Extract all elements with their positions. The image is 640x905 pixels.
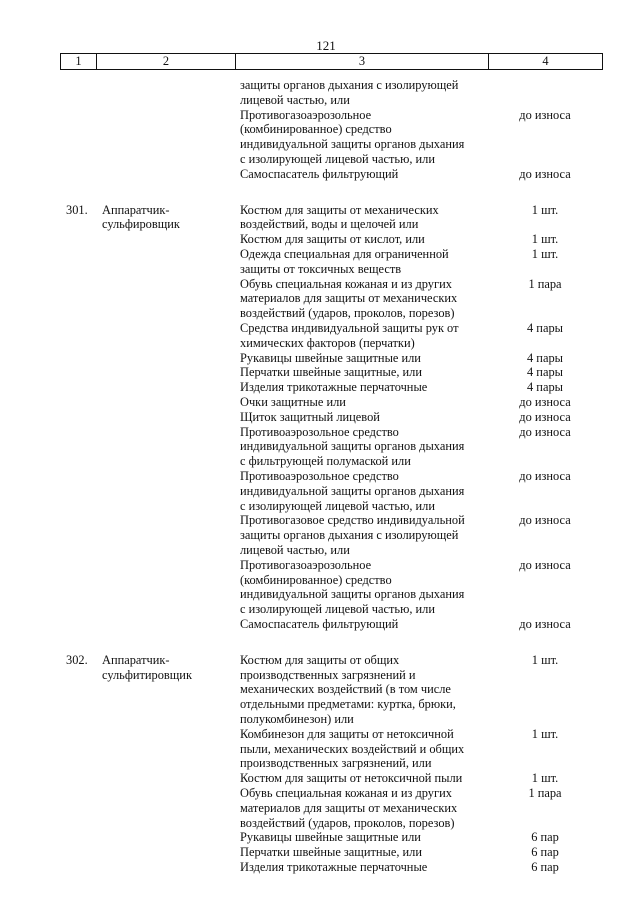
ppe-item-line: Одежда специальная для ограниченной — [240, 247, 449, 261]
ppe-item-quantity: 1 шт. — [531, 652, 559, 667]
ppe-item-line: Обувь специальная кожаная и из других — [240, 276, 452, 291]
continued-item-line: (комбинированное) средство — [240, 122, 392, 137]
ppe-item-quantity: 1 шт. — [531, 771, 559, 786]
ppe-item-quantity: 4 пары — [527, 350, 563, 365]
entry-number: 302. — [66, 652, 88, 667]
continued-item-line: защиты органов дыхания с изолирующей — [240, 78, 459, 92]
ppe-item-line: индивидуальной защиты органов дыхания — [240, 483, 465, 498]
ppe-item-quantity: 4 пары — [527, 321, 563, 335]
entry-number: 301. — [66, 202, 88, 217]
ppe-item-quantity: до износа — [519, 424, 571, 439]
ppe-item-line: пыли, механических воздействий и общих — [240, 741, 465, 756]
ppe-item-line: индивидуальной защиты органов дыхания — [240, 439, 465, 454]
ppe-item-line: Перчатки швейные защитные, или — [240, 365, 422, 380]
ppe-item-line: Противоаэрозольное средство — [240, 469, 399, 483]
continued-item-quantity: до износа — [519, 107, 571, 122]
ppe-item-line: Очки защитные или — [240, 395, 346, 409]
ppe-item-line: Рукавицы швейные защитные или — [240, 830, 421, 845]
continued-item-line: индивидуальной защиты органов дыхания — [240, 137, 465, 152]
ppe-item-line: (комбинированное) средство — [240, 572, 392, 587]
column-header-4 — [488, 53, 603, 70]
ppe-item-quantity: 4 пары — [527, 365, 563, 380]
ppe-item-line: Изделия трикотажные перчаточные — [240, 860, 428, 874]
column-header-4-label: 4 — [542, 54, 549, 68]
ppe-item-line: Противогазоаэрозольное — [240, 557, 372, 572]
ppe-item-line: Средства индивидуальной защиты рук от — [240, 321, 459, 335]
ppe-item-line: лицевой частью, или — [240, 543, 350, 557]
ppe-item-line: Костюм для защиты от кислот, или — [240, 232, 425, 247]
column-header-3 — [235, 53, 489, 70]
continued-item-line: Самоспасатель фильтрующий — [240, 166, 399, 181]
profession-name: Аппаратчик- — [102, 202, 170, 217]
ppe-item-quantity: 1 шт. — [531, 232, 559, 247]
ppe-item-line: производственных загрязнений, или — [240, 756, 432, 771]
profession-name: сульфировщик — [102, 217, 180, 232]
ppe-item-line: химических факторов (перчатки) — [240, 335, 415, 350]
ppe-item-line: Щиток защитный лицевой — [240, 409, 380, 424]
continued-item-line: Противогазоаэрозольное — [240, 107, 372, 122]
ppe-item-line: Костюм для защиты от механических — [240, 202, 439, 217]
column-header-3-label: 3 — [358, 54, 366, 68]
ppe-item-line: производственных загрязнений и — [240, 667, 416, 682]
ppe-item-line: Костюм для защиты от нетоксичной пыли — [240, 771, 463, 786]
ppe-item-quantity: 1 пара — [528, 276, 562, 291]
page-number: 121 — [316, 38, 336, 53]
ppe-item-quantity: 1 шт. — [531, 247, 559, 261]
ppe-item-quantity: 4 пары — [527, 380, 563, 395]
ppe-item-quantity: 6 пар — [531, 845, 559, 860]
ppe-item-line: защиты органов дыхания с изолирующей — [240, 528, 459, 543]
ppe-item-line: воздействий (ударов, проколов, порезов) — [240, 306, 455, 321]
ppe-item-line: Комбинезон для защиты от нетоксичной — [240, 726, 454, 741]
column-header-1-label: 1 — [75, 54, 82, 68]
ppe-item-line: защиты от токсичных веществ — [240, 261, 402, 276]
ppe-item-quantity: 6 пар — [531, 860, 559, 874]
ppe-item-line: Противогазовое средство индивидуальной — [240, 513, 465, 528]
ppe-item-line: Перчатки швейные защитные, или — [240, 845, 422, 860]
ppe-item-line: Самоспасатель фильтрующий — [240, 617, 399, 631]
column-header-2 — [96, 53, 236, 70]
ppe-item-quantity: до износа — [519, 513, 571, 528]
ppe-item-line: Костюм для защиты от общих — [240, 652, 400, 667]
ppe-item-line: с фильтрующей полумаской или — [240, 454, 411, 469]
ppe-item-quantity: 1 шт. — [531, 726, 559, 741]
ppe-item-line: индивидуальной защиты органов дыхания — [240, 587, 465, 602]
ppe-item-quantity: до износа — [519, 469, 571, 483]
column-header-1 — [60, 53, 97, 70]
ppe-item-quantity: до износа — [519, 617, 571, 631]
ppe-item-line: Рукавицы швейные защитные или — [240, 350, 421, 365]
continued-item-line: с изолирующей лицевой частью, или — [240, 152, 435, 166]
ppe-item-line: Изделия трикотажные перчаточные — [240, 380, 428, 395]
ppe-item-quantity: 1 пара — [528, 786, 562, 800]
continued-item-quantity: до износа — [519, 166, 571, 181]
ppe-item-line: с изолирующей лицевой частью, или — [240, 498, 435, 513]
column-header-2-label: 2 — [162, 54, 170, 68]
ppe-item-line: отдельными предметами: куртка, брюки, — [240, 697, 456, 712]
ppe-item-quantity: 6 пар — [531, 830, 559, 845]
ppe-item-line: воздействий (ударов, проколов, порезов) — [240, 815, 455, 830]
profession-name: сульфитировщик — [102, 667, 192, 682]
ppe-item-line: механических воздействий (в том числе — [240, 682, 451, 697]
ppe-item-quantity: до износа — [519, 395, 571, 409]
ppe-item-line: Противоаэрозольное средство — [240, 424, 399, 439]
ppe-item-line: воздействий, воды и щелочей или — [240, 217, 419, 232]
ppe-item-line: материалов для защиты от механических — [240, 291, 458, 306]
ppe-item-line: материалов для защиты от механических — [240, 800, 458, 815]
ppe-item-line: Обувь специальная кожаная и из других — [240, 786, 452, 800]
profession-name: Аппаратчик- — [102, 652, 170, 667]
ppe-item-line: полукомбинезон) или — [240, 712, 354, 726]
ppe-item-quantity: 1 шт. — [531, 202, 559, 217]
ppe-item-quantity: до износа — [519, 409, 571, 424]
continued-item-line: лицевой частью, или — [240, 92, 350, 107]
ppe-item-quantity: до износа — [519, 557, 571, 572]
ppe-item-line: с изолирующей лицевой частью, или — [240, 602, 435, 617]
